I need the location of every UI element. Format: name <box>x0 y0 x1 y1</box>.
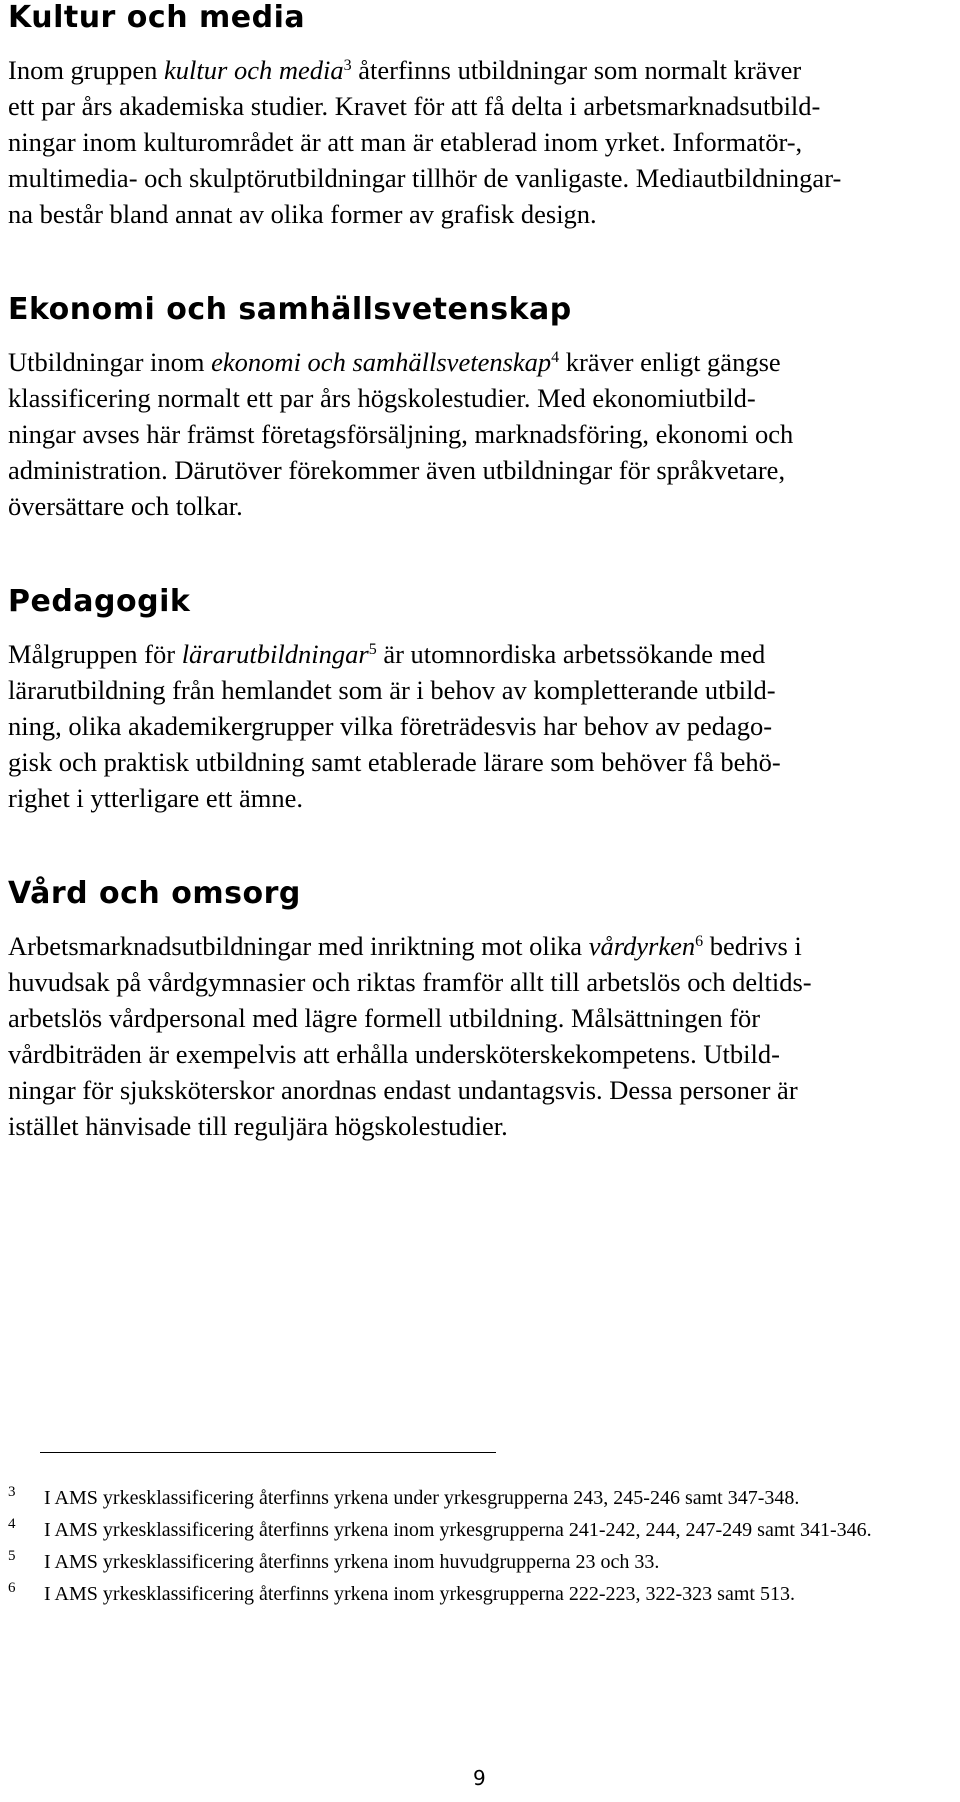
footnote-ref: 5 <box>368 641 377 658</box>
footnote-text: I AMS yrkesklassificering återfinns yrkena inom yrkesgrupperna 241-242, 244, 247-249 samt 341-346. <box>44 1519 872 1541</box>
body-line: multimedia- och skulptörutbildningar tillhör de vanligaste. Mediautbildningar- <box>8 163 842 193</box>
section-body-vard-och-omsorg <box>8 928 958 1144</box>
footnote-ref: 4 <box>551 349 560 366</box>
section-body-ekonomi-och-samhallsvetenskap <box>8 344 958 524</box>
body-line: klassificering normalt ett par års högskolestudier. Med ekonomiutbild- <box>8 383 756 413</box>
footnote <box>8 1578 958 1610</box>
footnote <box>8 1482 958 1514</box>
footnote-number: 5 <box>8 1548 16 1564</box>
body-line: Inom gruppen kultur och media$^3$ återfinns utbildningar som normalt kräver <box>8 55 802 85</box>
footnote-ref: 6 <box>695 933 704 950</box>
section-body-pedagogik <box>8 636 958 816</box>
body-line: ning, olika akademikergrupper vilka företrädesvis har behov av pedago- <box>8 711 773 741</box>
body-line: righet i ytterligare ett ämne. <box>8 783 304 813</box>
body-line: ett par års akademiska studier. Kravet för att få delta i arbetsmarknadsutbild- <box>8 91 821 121</box>
footnote-text: I AMS yrkesklassificering återfinns yrkena inom huvudgrupperna 23 och 33. <box>44 1551 660 1573</box>
body-line: ningar avses här främst företagsförsäljning, marknadsföring, ekonomi och <box>8 419 794 449</box>
body-line: Utbildningar inom ekonomi och samhällsvetenskap$^4$ kräver enligt gängse <box>8 347 781 377</box>
footnote-text: I AMS yrkesklassificering återfinns yrkena inom yrkesgrupperna 222-223, 322-323 samt 513. <box>44 1583 795 1605</box>
section-heading-kultur-och-media: Kultur och media <box>8 0 306 35</box>
body-line: vårdbiträden är exempelvis att erhålla undersköterskekompetens. Utbild- <box>8 1039 780 1069</box>
body-line: Arbetsmarknadsutbildningar med inriktning mot olika vårdyrken$^6$ bedrivs i <box>8 931 802 961</box>
footnote-number: 4 <box>8 1516 16 1532</box>
body-line: ningar inom kulturområdet är att man är etablerad inom yrket. Informatör-, <box>8 127 803 157</box>
footnote-divider <box>40 1452 496 1453</box>
body-line: huvudsak på vårdgymnasier och riktas framför allt till arbetslös och deltids- <box>8 967 812 997</box>
body-line: na består bland annat av olika former av grafisk design. <box>8 199 597 229</box>
body-line: lärarutbildning från hemlandet som är i behov av kompletterande utbild- <box>8 675 776 705</box>
section-heading-pedagogik: Pedagogik <box>8 584 191 619</box>
section-body-kultur-och-media <box>8 52 958 232</box>
footnote-number: 3 <box>8 1484 16 1500</box>
page-number: 9 <box>473 1766 486 1790</box>
footnote <box>8 1514 958 1546</box>
footnote <box>8 1546 958 1578</box>
body-line: arbetslös vårdpersonal med lägre formell utbildning. Målsättningen för <box>8 1003 761 1033</box>
footnotes <box>8 1482 958 1610</box>
footnote-text: I AMS yrkesklassificering återfinns yrkena under yrkesgrupperna 243, 245-246 samt 347-348. <box>44 1487 800 1509</box>
footnote-ref: 3 <box>343 57 352 74</box>
body-line: administration. Därutöver förekommer även utbildningar för språkvetare, <box>8 455 786 485</box>
body-line: översättare och tolkar. <box>8 491 243 521</box>
section-heading-ekonomi-och-samhallsvetenskap: Ekonomi och samhällsvetenskap <box>8 292 572 327</box>
body-line: istället hänvisade till reguljära högskolestudier. <box>8 1111 508 1141</box>
section-heading-vard-och-omsorg: Vård och omsorg <box>8 876 301 911</box>
body-line: Målgruppen för lärarutbildningar$^5$ är utomnordiska arbetssökande med <box>8 639 766 669</box>
body-line: gisk och praktisk utbildning samt etablerade lärare som behöver få behö- <box>8 747 781 777</box>
footnote-number: 6 <box>8 1580 16 1596</box>
body-line: ningar för sjuksköterskor anordnas endast undantagsvis. Dessa personer är <box>8 1075 798 1105</box>
